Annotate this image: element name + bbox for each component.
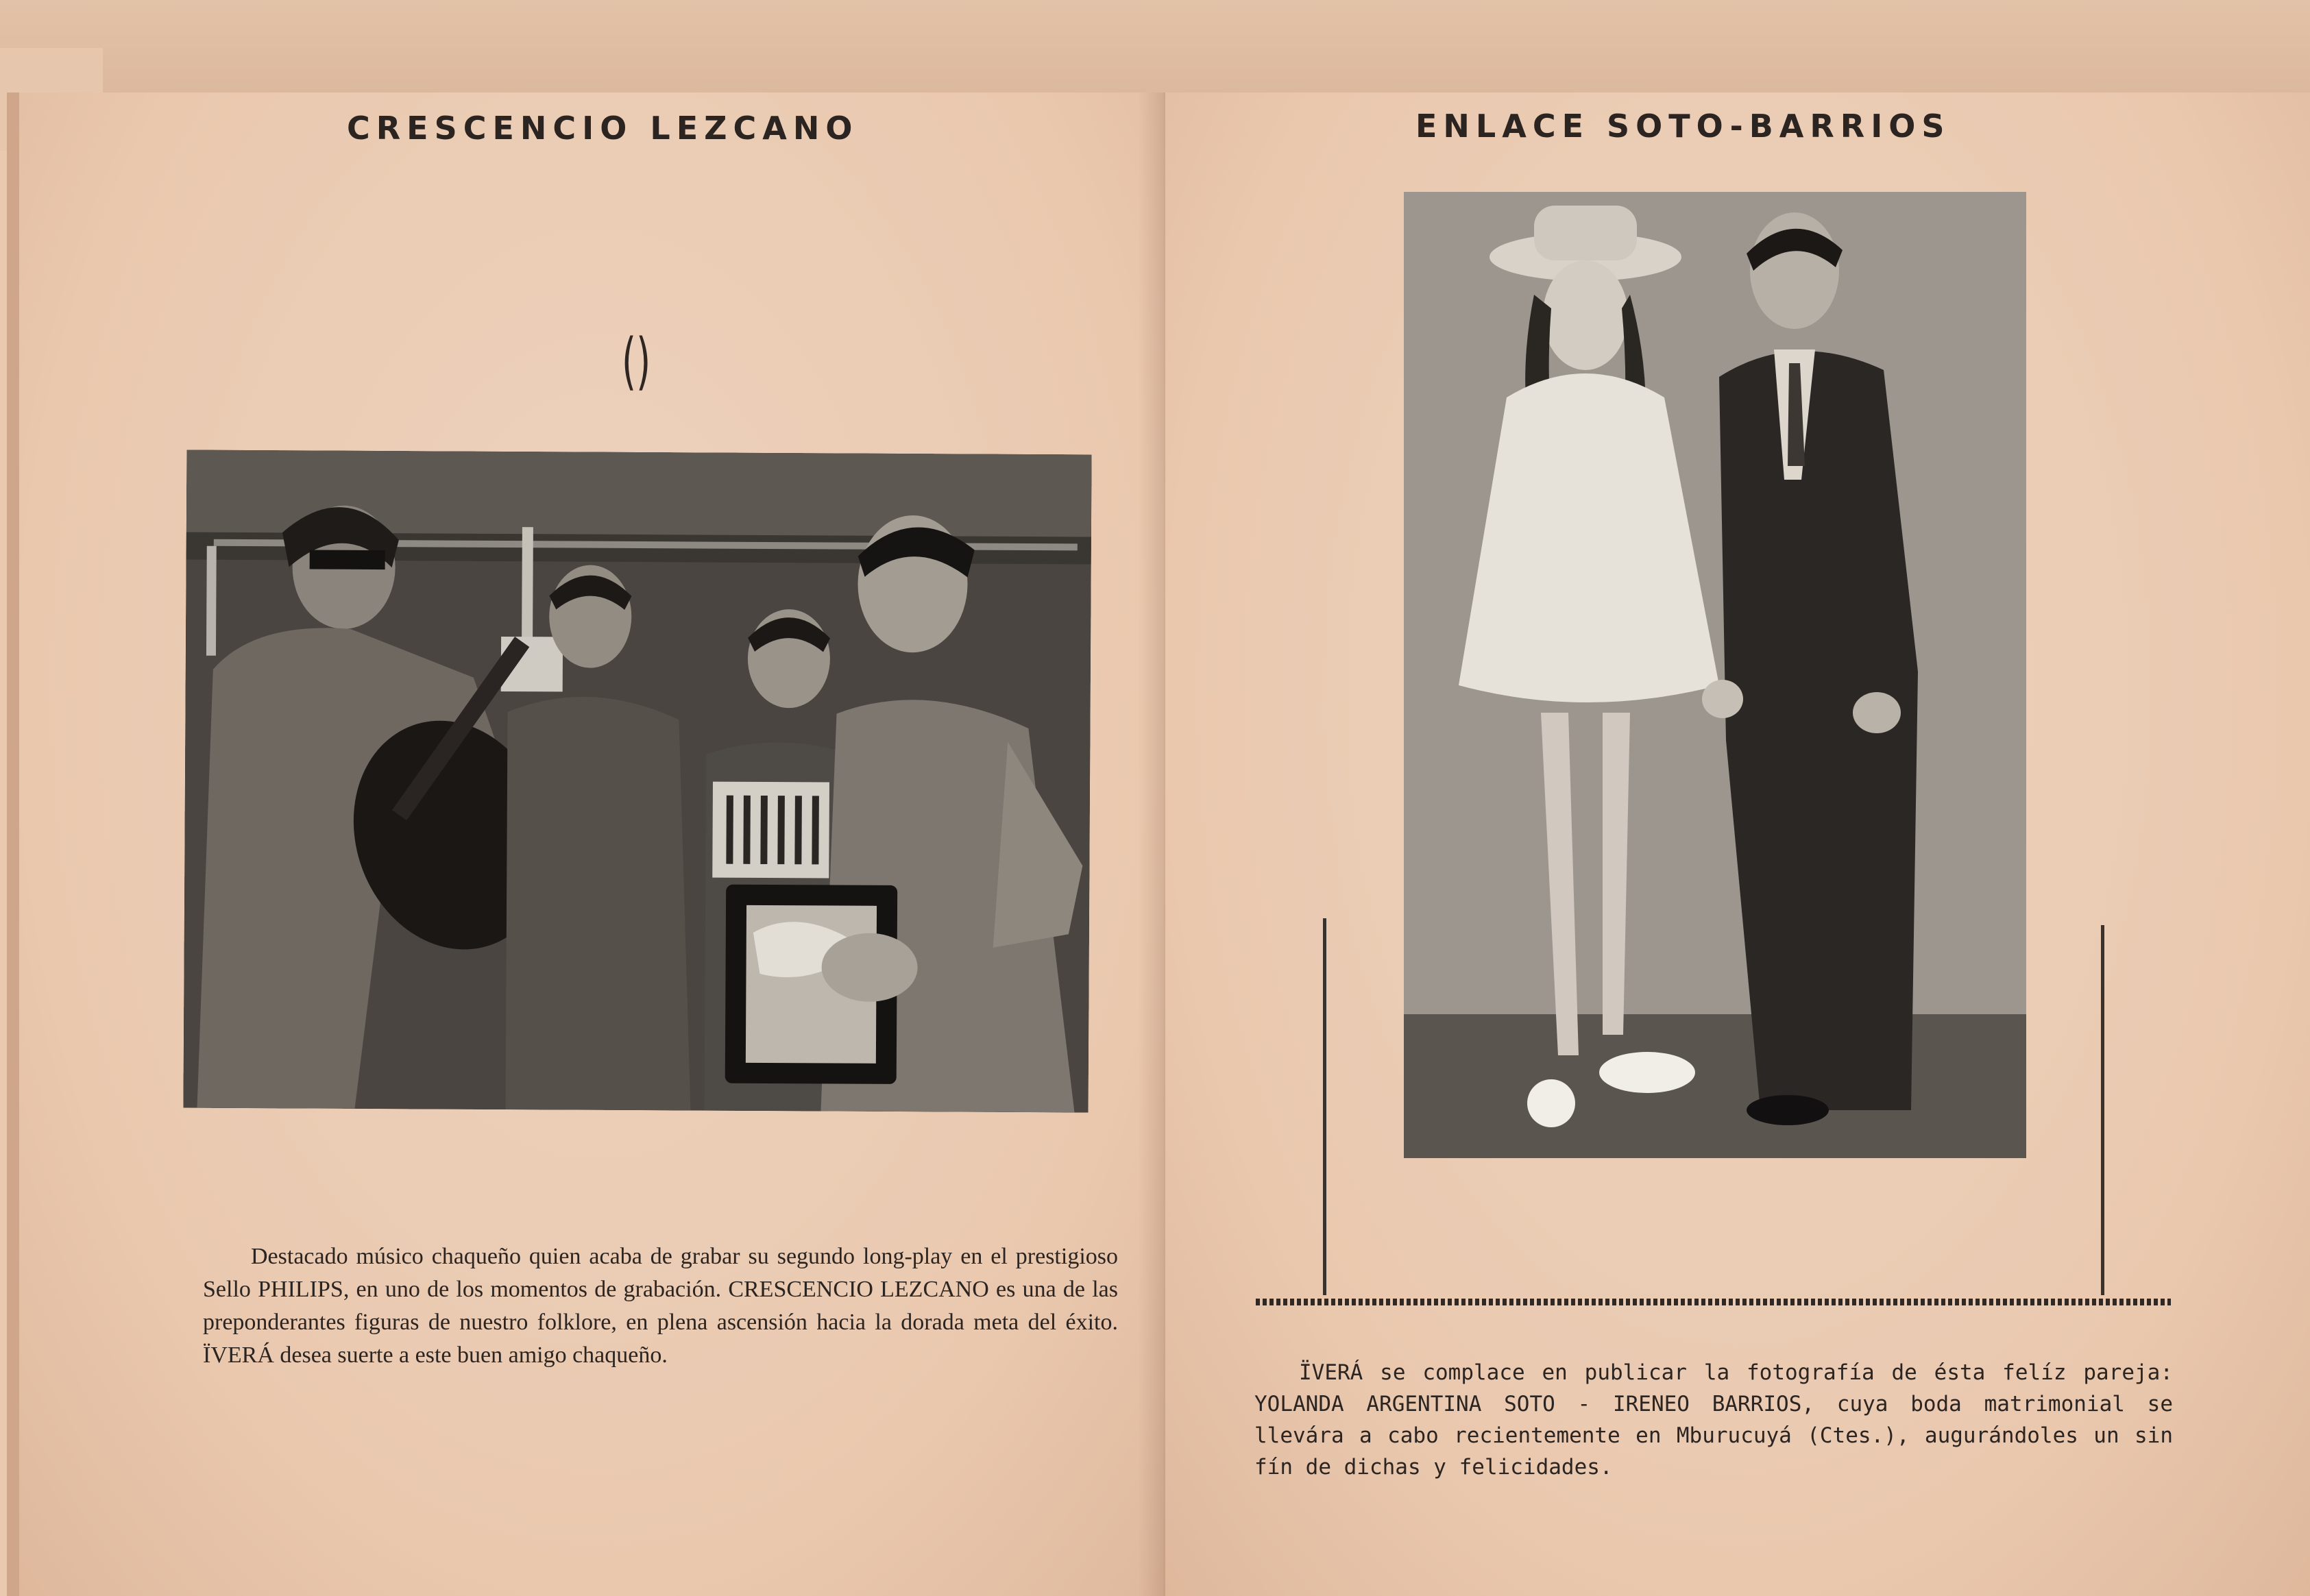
left-page-heading: CRESCENCIO LEZCANO <box>347 110 859 147</box>
couple-photo <box>1404 192 2026 1158</box>
couple-illustration <box>1404 192 2026 1158</box>
dashed-divider <box>1256 1299 2171 1305</box>
left-page-caption: Destacado músico chaqueño quien acaba de grabar su segundo long-play en el prestigioso Sello PHILIPS, en uno de los momentos de grabación. CRESCENCIO LEZCANO es una de las preponderantes figuras de nuestro folklore, en plena ascensión hacia la dorada meta del éxito. ÏVERÁ desea suerte a este buen amigo chaqueño. <box>203 1244 1118 1368</box>
right-page-heading: ENLACE SOTO-BARRIOS <box>1415 108 1951 145</box>
right-page <box>1165 93 2310 1596</box>
frame-left-post <box>1323 918 1326 1295</box>
musicians-illustration <box>183 450 1091 1113</box>
pencil-mark: () <box>622 326 651 397</box>
page-top-edge <box>0 0 2310 93</box>
musicians-photo <box>183 450 1091 1113</box>
left-page <box>7 93 1178 1596</box>
right-page-caption: ÏVERÁ se complace en publicar la fotografía de ésta felíz pareja: YOLANDA ARGENTINA SOTO - IRENEO BARRIOS, cuya boda matrimonial se llevára a cabo recientemente en Mburucuyá (Ctes.), augurándoles un sin fín de dichas y felicidades. <box>1254 1360 2173 1480</box>
frame-right-post <box>2101 925 2104 1295</box>
